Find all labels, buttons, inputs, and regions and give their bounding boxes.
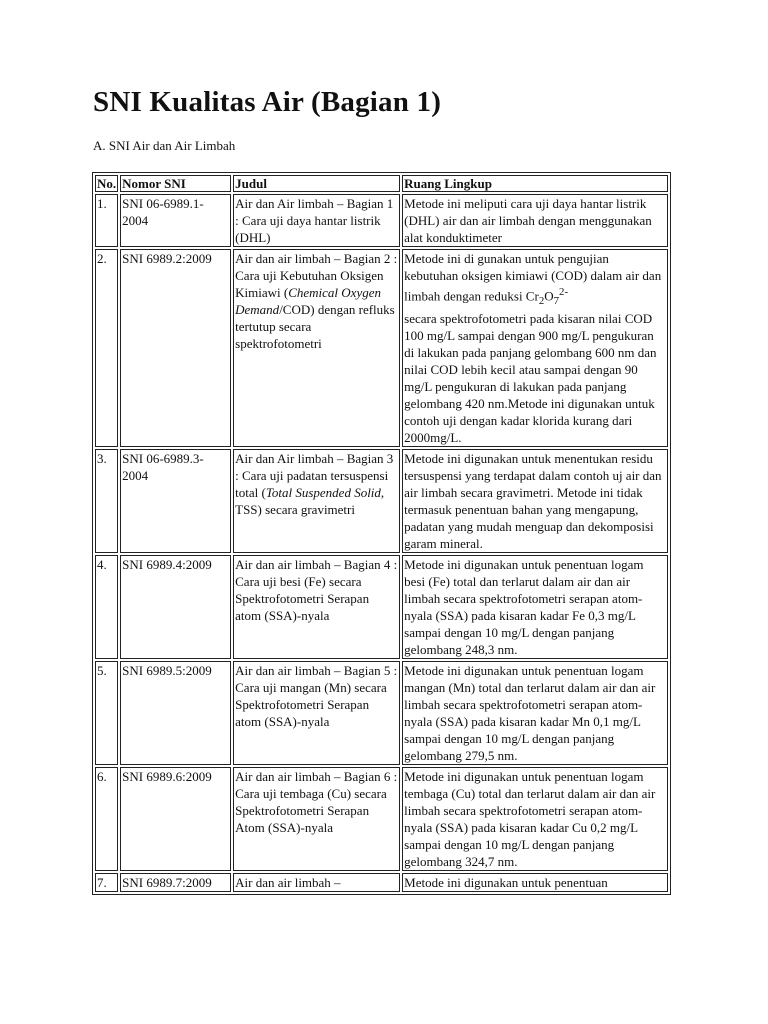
judul-cell bbox=[233, 194, 400, 247]
ruang-lingkup-text: Metode ini digunakan untuk penentuan logam tembaga (Cu) total dan terlarut dalam air dan air limbah secara spektrofotometri serapan atom-nyala (SSA) pada kisaran kadar Cu 0,2 mg/L sampai dengan 10 mg/L dengan panjang gelombang 324,7 nm. bbox=[404, 768, 656, 869]
sni-table bbox=[92, 172, 671, 895]
ruang-lingkup-cell bbox=[402, 249, 668, 447]
sni-number: SNI 6989.5:2009 bbox=[120, 661, 231, 765]
row-number: 2. bbox=[95, 249, 118, 447]
ruang-lingkup-text: Metode ini meliputi cara uji daya hantar listrik (DHL) air dan air limbah dengan menggunakan alat konduktimeter bbox=[404, 196, 652, 245]
ruang-lingkup-cell bbox=[402, 873, 668, 892]
judul-cell bbox=[233, 767, 400, 871]
table-row bbox=[95, 249, 668, 447]
header-no: No. bbox=[97, 176, 117, 191]
subscript: 2 bbox=[538, 294, 545, 307]
header-judul: Judul bbox=[233, 175, 400, 192]
sni-number: SNI 6989.2:2009 bbox=[120, 249, 231, 447]
judul-text: Air dan Air limbah – Bagian 1 : Cara uji daya hantar listrik (DHL) bbox=[235, 196, 394, 245]
ruang-lingkup-cell bbox=[402, 555, 668, 659]
row-number: 3. bbox=[95, 449, 118, 553]
row-number: 4. bbox=[95, 555, 118, 659]
table-row bbox=[95, 661, 668, 765]
judul-cell bbox=[233, 449, 400, 553]
table-row bbox=[95, 767, 668, 871]
ruang-lingkup-text: Metode ini digunakan untuk penentuan logam mangan (Mn) total dan terlarut dalam air dan air limbah secara spektrofotometri serapan atom-nyala (SSA) pada kisaran kadar Mn 0,1 mg/L sampai dengan 10 mg/L dengan panjang gelombang 279,5 nm. bbox=[404, 662, 656, 763]
judul-text: Air dan air limbah – Bagian 5 : Cara uji mangan (Mn) secara Spektrofotometri Serapan atom (SSA)-nyala bbox=[235, 662, 398, 729]
ruang-lingkup-text: Metode ini digunakan untuk penentuan logam besi (Fe) total dan terlarut dalam air dan air limbah secara spektrofotometri serapan atom-nyala (SSA) pada kisaran kadar Fe 0,3 mg/L sampai dengan 10 mg/L dengan panjang gelombang 248,3 nm. bbox=[404, 556, 644, 657]
row-number: 1. bbox=[95, 194, 118, 247]
table-row bbox=[95, 449, 668, 553]
superscript: 2- bbox=[559, 286, 569, 298]
judul-text: Air dan air limbah – Bagian 6 : Cara uji tembaga (Cu) secara Spektrofotometri Serapan Atom (SSA)-nyala bbox=[235, 768, 398, 835]
judul-cell bbox=[233, 873, 400, 892]
document-title: SNI Kualitas Air (Bagian 1) bbox=[93, 86, 442, 118]
sni-number: SNI 06-6989.1-2004 bbox=[120, 194, 231, 247]
ruang-lingkup-text: Metode ini di gunakan untuk pengujian kebutuhan oksigen kimiawi (COD) dalam air dan limbah dengan reduksi Cr bbox=[404, 251, 662, 304]
ruang-lingkup-cell bbox=[402, 661, 668, 765]
sni-number: SNI 6989.4:2009 bbox=[120, 555, 231, 659]
judul-text: /COD) dengan refluks tertutup secara spektrofotometri bbox=[235, 302, 395, 351]
ruang-lingkup-cell bbox=[402, 767, 668, 871]
judul-text: Air dan air limbah – bbox=[235, 874, 341, 890]
sni-number: SNI 6989.7:2009 bbox=[120, 873, 231, 892]
table-row bbox=[95, 194, 668, 247]
table-header-row bbox=[95, 175, 668, 192]
header-nomor-sni: Nomor SNI bbox=[120, 175, 231, 192]
ruang-lingkup-text: secara spektrofotometri pada kisaran nilai COD 100 mg/L sampai dengan 900 mg/L pengukuran di lakukan pada panjang gelombang 600 nm dan nilai COD lebih kecil atau sampai dengan 90 mg/L pengukuran di lakukan pada panjang gelombang 420 nm.Metode ini digunakan untuk contoh uji dengan kadar klorida kurang dari 2000mg/L. bbox=[404, 310, 657, 445]
ruang-lingkup-cell bbox=[402, 194, 668, 247]
judul-text: Air dan air limbah – Bagian 2 : Cara uji Kebutuhan Oksigen Kimiawi ( bbox=[235, 251, 398, 300]
row-number: 7. bbox=[95, 873, 118, 892]
section-heading: A. SNI Air dan Air Limbah bbox=[93, 138, 236, 153]
judul-cell bbox=[233, 661, 400, 765]
ruang-lingkup-text: O bbox=[544, 288, 554, 304]
judul-cell bbox=[233, 555, 400, 659]
subscript: 7 bbox=[553, 294, 560, 307]
judul-text: Air dan Air limbah – Bagian 3 : Cara uji padatan tersuspensi total ( bbox=[235, 450, 394, 500]
table-row bbox=[95, 555, 668, 659]
row-number: 5. bbox=[95, 661, 118, 765]
ruang-lingkup-text: Metode ini digunakan untuk penentuan bbox=[404, 874, 608, 890]
row-number: 6. bbox=[95, 767, 118, 871]
judul-text: , TSS) secara gravimetri bbox=[235, 484, 385, 517]
table-row bbox=[95, 873, 668, 892]
ruang-lingkup-cell bbox=[402, 449, 668, 553]
ruang-lingkup-text: Metode ini digunakan untuk menentukan residu tersuspensi yang terdapat dalam contoh uj air dan air limbah secara gravimetri. Metode ini tidak termasuk penentuan bahan yang mengapung, padatan yang mudah menguap dan dekomposisi garam mineral. bbox=[404, 450, 662, 551]
judul-cell bbox=[233, 249, 400, 447]
header-ruang-lingkup: Ruang Lingkup bbox=[402, 175, 668, 192]
judul-italic-term: Chemical Oxygen Demand bbox=[235, 285, 381, 317]
judul-italic-term: Total Suspended Solid bbox=[265, 484, 381, 500]
sni-number: SNI 6989.6:2009 bbox=[120, 767, 231, 871]
judul-text: Air dan air limbah – Bagian 4 : Cara uji besi (Fe) secara Spektrofotometri Serapan atom (SSA)-nyala bbox=[235, 556, 398, 623]
sni-number: SNI 06-6989.3-2004 bbox=[120, 449, 231, 553]
